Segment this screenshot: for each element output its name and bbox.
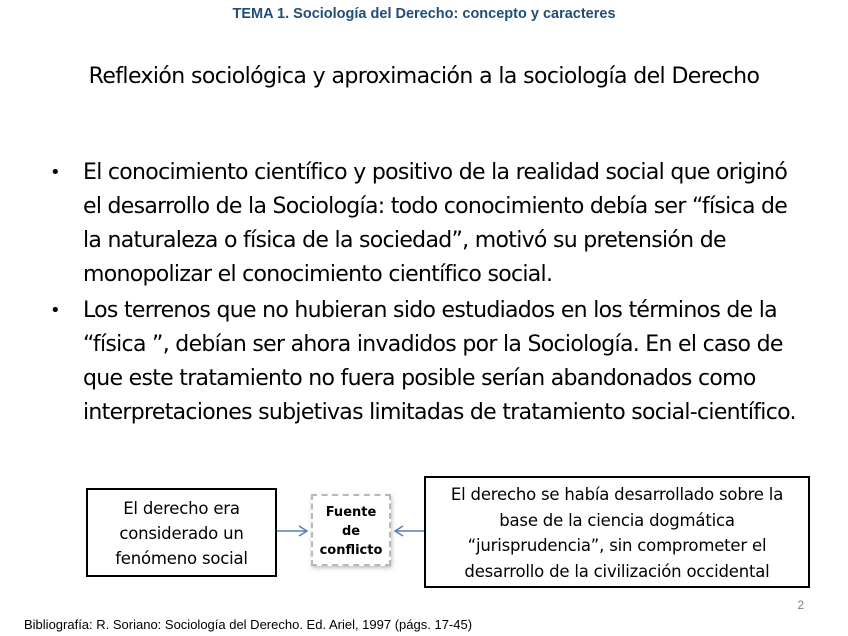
arrow-right-to-center [395,526,424,536]
bullet-item [48,294,808,430]
box-line: fenómeno social [115,549,248,568]
bullet-icon: • [50,162,60,183]
bullet-text: El conocimiento científico y positivo de la realidad social que originó el desarrollo de la Sociología: todo conocimiento debía ser “física de la naturaleza o física de la sociedad”, motivó su pretensión de monopolizar el conocimiento científico social. [83,160,788,287]
box-line: “jurisprudencia”, sin comprometer el [467,536,767,555]
box-line: de [341,524,361,539]
diagram-box-conflict-source [311,494,391,566]
bullet-text: Los terrenos que no hubieran sido estudiados en los términos de la “física ”, debían ser ahora invadidos por la Sociología. En el caso de que este tratamiento no fuera posible serían abandonados como interpretaciones subjetivas limitadas de tratamiento social-científico. [83,298,796,425]
box-line: conflicto [319,543,383,558]
bullet-list [48,156,808,432]
box-line: considerado un [119,524,244,543]
document-header: TEMA 1. Sociología del Derecho: concepto y caracteres [232,6,616,22]
box-line: desarrollo de la civilización occidental [464,561,770,581]
arrow-left-to-center [277,526,307,536]
box-line: El derecho se había desarrollado sobre la [450,485,784,504]
page-number: 2 [797,598,804,612]
box-line: El derecho era [123,499,240,518]
bullet-item [48,156,808,292]
bullet-icon: • [50,300,60,321]
bibliography-note: Bibliografía: R. Soriano: Sociología del Derecho. Ed. Ariel, 1997 (págs. 17-45) [24,617,473,632]
slide-title: Reflexión sociológica y aproximación a la sociología del Derecho [88,64,760,89]
box-line: base de la ciencia dogmática [499,510,735,530]
diagram-box-dogmatic-law [424,476,810,588]
diagram-box-social-phenomenon [86,488,277,577]
box-line: Fuente [325,505,377,520]
